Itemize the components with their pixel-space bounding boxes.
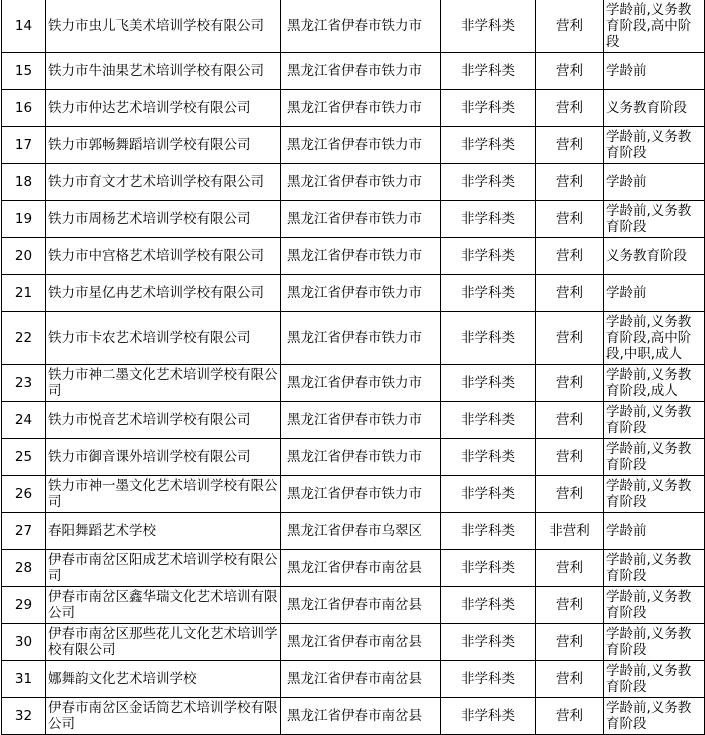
nature: 营利 xyxy=(536,90,604,127)
institution-name: 铁力市周杨艺术培训学校有限公司 xyxy=(46,201,281,238)
region: 黑龙江省伊春市南岔县 xyxy=(281,550,441,587)
institution-name: 铁力市仲达艺术培训学校有限公司 xyxy=(46,90,281,127)
row-number: 14 xyxy=(2,0,46,53)
row-number: 30 xyxy=(2,624,46,661)
table-row xyxy=(2,238,705,275)
education-level: 学龄前,义务教育阶段,成人 xyxy=(604,365,705,402)
nature: 营利 xyxy=(536,164,604,201)
institution-name: 铁力市牛油果艺术培训学校有限公司 xyxy=(46,53,281,90)
table-row xyxy=(2,164,705,201)
education-level: 学龄前,义务教育阶段 xyxy=(604,661,705,698)
nature: 营利 xyxy=(536,661,604,698)
region: 黑龙江省伊春市南岔县 xyxy=(281,698,441,735)
region: 黑龙江省伊春市乌翠区 xyxy=(281,513,441,550)
row-number: 25 xyxy=(2,439,46,476)
category: 非学科类 xyxy=(441,201,536,238)
nature: 营利 xyxy=(536,439,604,476)
row-number: 15 xyxy=(2,53,46,90)
row-number: 19 xyxy=(2,201,46,238)
region: 黑龙江省伊春市铁力市 xyxy=(281,90,441,127)
category: 非学科类 xyxy=(441,127,536,164)
category: 非学科类 xyxy=(441,0,536,53)
nature: 非营利 xyxy=(536,513,604,550)
region: 黑龙江省伊春市铁力市 xyxy=(281,275,441,312)
nature: 营利 xyxy=(536,402,604,439)
education-level: 义务教育阶段 xyxy=(604,238,705,275)
table-row xyxy=(2,550,705,587)
region: 黑龙江省伊春市南岔县 xyxy=(281,661,441,698)
education-level: 义务教育阶段 xyxy=(604,90,705,127)
education-level: 学龄前,义务教育阶段 xyxy=(604,201,705,238)
region: 黑龙江省伊春市铁力市 xyxy=(281,439,441,476)
table-row xyxy=(2,53,705,90)
institution-name: 伊春市南岔区那些花儿文化艺术培训学校有限公司 xyxy=(46,624,281,661)
region: 黑龙江省伊春市南岔县 xyxy=(281,624,441,661)
education-level: 学龄前,义务教育阶段 xyxy=(604,402,705,439)
region: 黑龙江省伊春市铁力市 xyxy=(281,201,441,238)
category: 非学科类 xyxy=(441,661,536,698)
category: 非学科类 xyxy=(441,402,536,439)
row-number: 32 xyxy=(2,698,46,735)
category: 非学科类 xyxy=(441,698,536,735)
nature: 营利 xyxy=(536,238,604,275)
institution-name: 娜舞韵文化艺术培训学校 xyxy=(46,661,281,698)
education-level: 学龄前 xyxy=(604,275,705,312)
region: 黑龙江省伊春市铁力市 xyxy=(281,164,441,201)
education-level: 学龄前,义务教育阶段 xyxy=(604,698,705,735)
nature: 营利 xyxy=(536,698,604,735)
institution-name: 铁力市星亿冉艺术培训学校有限公司 xyxy=(46,275,281,312)
row-number: 22 xyxy=(2,312,46,365)
institution-name: 铁力市神一墨文化艺术培训学校有限公司 xyxy=(46,476,281,513)
region: 黑龙江省伊春市铁力市 xyxy=(281,53,441,90)
row-number: 17 xyxy=(2,127,46,164)
region: 黑龙江省伊春市铁力市 xyxy=(281,0,441,53)
institution-name: 铁力市悦音艺术培训学校有限公司 xyxy=(46,402,281,439)
table-row xyxy=(2,201,705,238)
nature: 营利 xyxy=(536,201,604,238)
table-row xyxy=(2,624,705,661)
education-level: 学龄前 xyxy=(604,53,705,90)
table-row xyxy=(2,90,705,127)
education-level: 学龄前,义务教育阶段 xyxy=(604,550,705,587)
row-number: 18 xyxy=(2,164,46,201)
category: 非学科类 xyxy=(441,587,536,624)
row-number: 27 xyxy=(2,513,46,550)
institution-name: 铁力市中宫格艺术培训学校有限公司 xyxy=(46,238,281,275)
table-row xyxy=(2,127,705,164)
row-number: 26 xyxy=(2,476,46,513)
table-row xyxy=(2,365,705,402)
region: 黑龙江省伊春市铁力市 xyxy=(281,127,441,164)
region: 黑龙江省伊春市铁力市 xyxy=(281,365,441,402)
row-number: 23 xyxy=(2,365,46,402)
institution-name: 伊春市南岔区鑫华瑞文化艺术培训有限公司 xyxy=(46,587,281,624)
education-level: 学龄前 xyxy=(604,513,705,550)
table-row xyxy=(2,476,705,513)
table-row xyxy=(2,439,705,476)
education-level: 学龄前,义务教育阶段,高中阶段 xyxy=(604,0,705,53)
table-row xyxy=(2,661,705,698)
table-row xyxy=(2,513,705,550)
education-level: 学龄前,义务教育阶段 xyxy=(604,439,705,476)
nature: 营利 xyxy=(536,275,604,312)
category: 非学科类 xyxy=(441,439,536,476)
education-level: 学龄前,义务教育阶段,高中阶段,中职,成人 xyxy=(604,312,705,365)
row-number: 16 xyxy=(2,90,46,127)
table-row xyxy=(2,0,705,53)
institution-name: 伊春市南岔区金话筒艺术培训学校有限公司 xyxy=(46,698,281,735)
nature: 营利 xyxy=(536,127,604,164)
table-row xyxy=(2,275,705,312)
nature: 营利 xyxy=(536,624,604,661)
table-row xyxy=(2,698,705,735)
institution-name: 铁力市卡农艺术培训学校有限公司 xyxy=(46,312,281,365)
nature: 营利 xyxy=(536,365,604,402)
category: 非学科类 xyxy=(441,238,536,275)
row-number: 20 xyxy=(2,238,46,275)
category: 非学科类 xyxy=(441,476,536,513)
row-number: 28 xyxy=(2,550,46,587)
institution-name: 铁力市育文才艺术培训学校有限公司 xyxy=(46,164,281,201)
category: 非学科类 xyxy=(441,312,536,365)
education-level: 学龄前,义务教育阶段 xyxy=(604,587,705,624)
nature: 营利 xyxy=(536,476,604,513)
category: 非学科类 xyxy=(441,164,536,201)
table-body xyxy=(2,0,705,735)
institution-table xyxy=(1,0,705,735)
row-number: 29 xyxy=(2,587,46,624)
category: 非学科类 xyxy=(441,275,536,312)
row-number: 24 xyxy=(2,402,46,439)
row-number: 31 xyxy=(2,661,46,698)
education-level: 学龄前,义务教育阶段 xyxy=(604,127,705,164)
region: 黑龙江省伊春市南岔县 xyxy=(281,587,441,624)
region: 黑龙江省伊春市铁力市 xyxy=(281,402,441,439)
table-row xyxy=(2,402,705,439)
nature: 营利 xyxy=(536,0,604,53)
region: 黑龙江省伊春市铁力市 xyxy=(281,476,441,513)
education-level: 学龄前,义务教育阶段 xyxy=(604,624,705,661)
institution-name: 伊春市南岔区阳成艺术培训学校有限公司 xyxy=(46,550,281,587)
nature: 营利 xyxy=(536,587,604,624)
region: 黑龙江省伊春市铁力市 xyxy=(281,238,441,275)
category: 非学科类 xyxy=(441,90,536,127)
institution-name: 铁力市御音课外培训学校有限公司 xyxy=(46,439,281,476)
education-level: 学龄前 xyxy=(604,164,705,201)
institution-name: 春阳舞蹈艺术学校 xyxy=(46,513,281,550)
row-number: 21 xyxy=(2,275,46,312)
table-row xyxy=(2,312,705,365)
table-row xyxy=(2,587,705,624)
category: 非学科类 xyxy=(441,53,536,90)
category: 非学科类 xyxy=(441,550,536,587)
category: 非学科类 xyxy=(441,624,536,661)
institution-name: 铁力市神二墨文化艺术培训学校有限公司 xyxy=(46,365,281,402)
institution-name: 铁力市虫儿飞美术培训学校有限公司 xyxy=(46,0,281,53)
category: 非学科类 xyxy=(441,513,536,550)
nature: 营利 xyxy=(536,550,604,587)
category: 非学科类 xyxy=(441,365,536,402)
region: 黑龙江省伊春市铁力市 xyxy=(281,312,441,365)
nature: 营利 xyxy=(536,312,604,365)
institution-name: 铁力市郭畅舞蹈培训学校有限公司 xyxy=(46,127,281,164)
nature: 营利 xyxy=(536,53,604,90)
education-level: 学龄前,义务教育阶段 xyxy=(604,476,705,513)
